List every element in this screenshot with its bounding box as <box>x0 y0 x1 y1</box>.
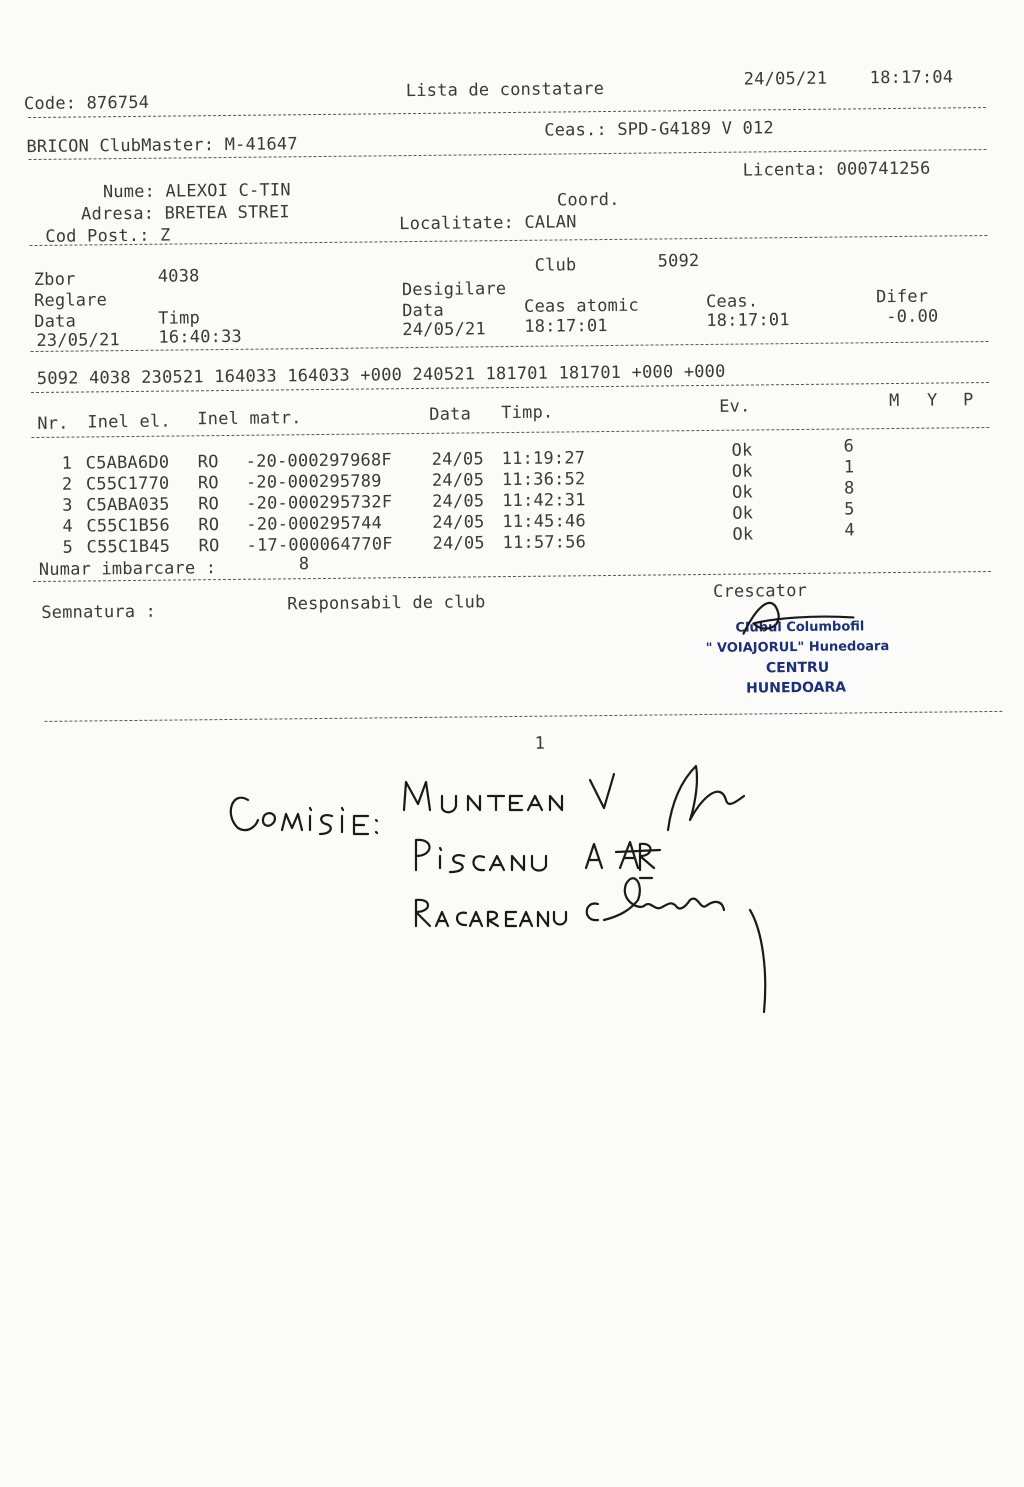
stamp-line-3: CENTRU <box>765 659 830 677</box>
clubmaster-id: BRICON ClubMaster: M-41647 <box>26 134 298 158</box>
row-data: 24/05 <box>431 449 484 470</box>
stamp-line-2: " VOIAJORUL" Hunedoara <box>705 639 890 656</box>
club-value: 5092 <box>657 251 700 272</box>
ceas-value: 18:17:01 <box>706 310 790 331</box>
row-inel-matr: -17-000064770F <box>246 534 393 556</box>
row-m: 5 <box>844 499 855 520</box>
row-data: 24/05 <box>432 533 485 554</box>
header-time: 18:17:04 <box>869 67 954 89</box>
handwritten-commission-icon <box>220 760 800 1024</box>
row-inel-el: C5ABA6D0 <box>85 452 170 474</box>
col-data: Data <box>429 404 472 425</box>
timp-value: 16:40:33 <box>158 326 242 348</box>
col-ev: Ev. <box>719 396 751 417</box>
document-code: Code: 876754 <box>23 92 150 115</box>
data2-label: Data <box>402 300 445 322</box>
col-timp: Timp. <box>501 402 554 424</box>
row-inel-matr: -20-000295744 <box>246 513 383 535</box>
semnatura-label: Semnatura : <box>41 601 157 623</box>
row-data: 24/05 <box>431 470 485 491</box>
col-nr: Nr. <box>37 413 69 434</box>
ceas-id: Ceas.: SPD-G4189 V 012 <box>544 118 774 141</box>
coord-label: Coord. <box>556 189 620 211</box>
data1-value: 23/05/21 <box>36 330 121 351</box>
owner-address: Adresa: BRETEA STREI <box>81 202 290 225</box>
row-timp: 11:42:31 <box>502 490 586 512</box>
row-country: RO <box>198 515 220 536</box>
stamp-line-1: Clubul Columbofil <box>735 619 865 636</box>
locality: Localitate: CALAN <box>399 212 577 235</box>
row-inel-el: C55C1B45 <box>86 536 171 558</box>
col-m: M <box>889 390 900 412</box>
row-data: 24/05 <box>432 491 485 512</box>
row-ev: Ok <box>731 461 753 482</box>
row-m: 1 <box>843 457 855 478</box>
row-inel-matr: -20-000295732F <box>246 492 393 514</box>
row-nr: 3 <box>62 495 73 516</box>
postal-code: Cod Post.: Z <box>45 225 171 247</box>
ceas-atomic-label: Ceas atomic <box>524 295 640 317</box>
data1-label: Data <box>34 311 77 333</box>
numar-imbarcare-value: 8 <box>298 554 310 575</box>
licenta: Licenta: 000741256 <box>742 158 931 181</box>
row-ev: Ok <box>731 440 753 461</box>
row-m: 6 <box>843 436 855 457</box>
row-country: RO <box>198 536 220 557</box>
row-nr: 4 <box>62 516 73 537</box>
row-timp: 11:19:27 <box>501 448 586 470</box>
separator <box>28 107 986 118</box>
row-ev: Ok <box>731 482 754 503</box>
row-nr: 1 <box>61 453 73 474</box>
page-number: 1 <box>534 733 546 754</box>
difer-value: -0.00 <box>886 306 939 328</box>
stamp-line-4: HUNEDOARA <box>746 679 847 697</box>
zbor-value: 4038 <box>157 266 200 287</box>
desigilare-label: Desigilare <box>401 279 507 301</box>
row-inel-matr: -20-000297968F <box>245 450 392 472</box>
row-m: 8 <box>843 478 855 499</box>
col-inel-el: Inel el. <box>87 411 171 433</box>
row-country: RO <box>198 494 220 515</box>
row-nr: 5 <box>62 537 74 558</box>
zbor-label: Zbor <box>33 269 76 291</box>
col-p: P <box>963 390 974 411</box>
club-label: Club <box>534 255 577 276</box>
ceas-label: Ceas. <box>705 291 759 312</box>
crescator-label: Crescator <box>713 580 808 602</box>
owner-name: Nume: ALEXOI C-TIN <box>102 180 291 203</box>
reglare-label: Reglare <box>33 290 108 312</box>
row-ev: Ok <box>732 503 754 524</box>
responsabil-label: Responsabil de club <box>287 592 486 615</box>
document-title: Lista de constatare <box>405 79 605 102</box>
row-timp: 11:57:56 <box>502 532 587 554</box>
row-timp: 11:45:46 <box>502 511 586 533</box>
numar-imbarcare-label: Numar imbarcare : <box>38 558 217 580</box>
row-inel-el: C5ABA035 <box>86 494 170 516</box>
row-nr: 2 <box>61 474 73 495</box>
row-inel-el: C55C1770 <box>85 473 170 495</box>
code-line: 5092 4038 230521 164033 164033 +000 240521 181701 181701 +000 +000 <box>36 361 726 389</box>
row-data: 24/05 <box>432 512 485 533</box>
row-country: RO <box>197 473 219 494</box>
row-timp: 11:36:52 <box>501 469 586 491</box>
col-inel-matr: Inel matr. <box>197 408 302 430</box>
row-m: 4 <box>844 520 856 541</box>
timp-label: Timp <box>158 308 201 329</box>
separator <box>29 235 987 246</box>
ceas-atomic-value: 18:17:01 <box>524 315 608 337</box>
row-ev: Ok <box>732 524 754 545</box>
row-inel-matr: -20-000295789 <box>245 471 382 493</box>
separator <box>44 711 1002 722</box>
col-y: Y <box>927 390 938 411</box>
difer-label: Difer <box>875 286 929 308</box>
row-country: RO <box>197 452 219 473</box>
header-date: 24/05/21 <box>743 68 828 90</box>
signature-mark-icon <box>733 592 864 647</box>
data2-value: 24/05/21 <box>402 319 486 341</box>
row-inel-el: C55C1B56 <box>86 515 170 537</box>
